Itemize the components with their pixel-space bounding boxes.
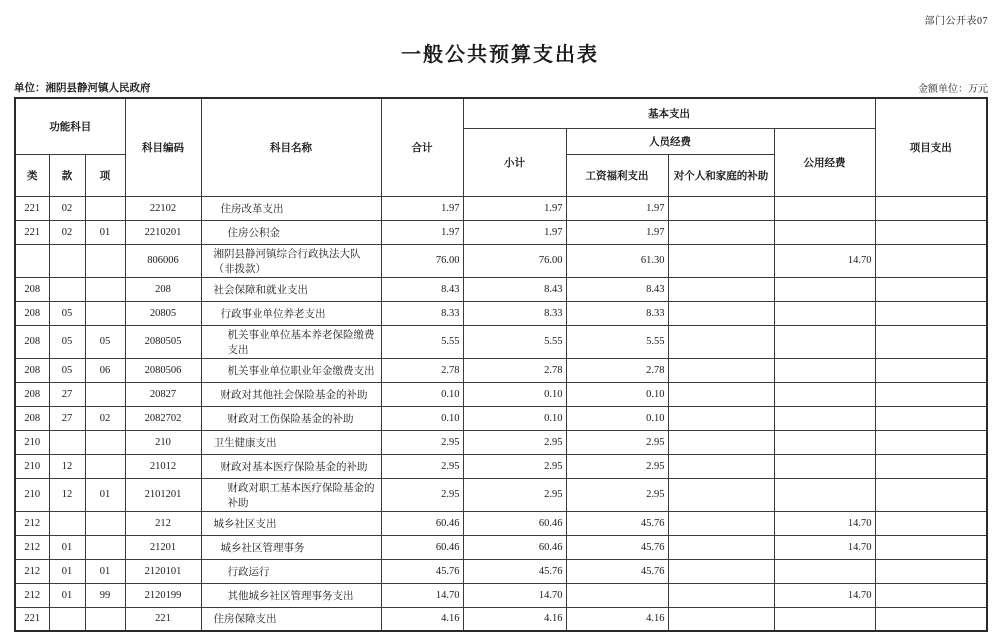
cell-individual-family-subsidy [668,535,774,559]
cell-category: 208 [15,301,49,325]
cell-category: 212 [15,583,49,607]
cell-subtotal: 4.16 [463,607,566,631]
cell-subtotal: 8.43 [463,277,566,301]
cell-individual-family-subsidy [668,511,774,535]
cell-category: 221 [15,196,49,220]
cell-individual-family-subsidy [668,406,774,430]
cell-project-expenditure [875,511,987,535]
cell-section [49,607,85,631]
cell-public-funds: 14.70 [774,583,875,607]
table-row [15,358,987,382]
cell-subtotal: 1.97 [463,196,566,220]
cell-subject-code: 210 [125,430,201,454]
header-individual-family-subsidy: 对个人和家庭的补助 [668,154,774,196]
cell-section: 02 [49,196,85,220]
cell-wage-welfare: 5.55 [566,325,668,358]
cell-project-expenditure [875,277,987,301]
cell-total: 14.70 [381,583,463,607]
table-row [15,454,987,478]
cell-total: 0.10 [381,406,463,430]
table-header [15,98,987,196]
cell-wage-welfare: 2.78 [566,358,668,382]
table-row [15,382,987,406]
cell-project-expenditure [875,454,987,478]
cell-public-funds [774,607,875,631]
table-row [15,301,987,325]
cell-project-expenditure [875,220,987,244]
header-subject-code: 科目编码 [125,98,201,196]
cell-subject-code: 20827 [125,382,201,406]
cell-total: 76.00 [381,244,463,277]
cell-subject-code: 2082702 [125,406,201,430]
cell-subject-code: 20805 [125,301,201,325]
cell-subject-name: 机关事业单位基本养老保险缴费支出 [201,325,381,358]
table-row [15,277,987,301]
cell-category: 212 [15,559,49,583]
cell-project-expenditure [875,535,987,559]
header-total: 合计 [381,98,463,196]
cell-item [85,511,125,535]
cell-public-funds: 14.70 [774,244,875,277]
budget-table [14,97,988,632]
cell-wage-welfare: 2.95 [566,478,668,511]
cell-subject-name: 财政对职工基本医疗保险基金的补助 [201,478,381,511]
cell-total: 8.33 [381,301,463,325]
cell-subject-name: 住房保障支出 [201,607,381,631]
cell-subject-code: 208 [125,277,201,301]
cell-category: 212 [15,535,49,559]
cell-subject-code: 212 [125,511,201,535]
cell-total: 2.78 [381,358,463,382]
cell-total: 8.43 [381,277,463,301]
cell-category: 208 [15,382,49,406]
cell-wage-welfare: 0.10 [566,406,668,430]
cell-project-expenditure [875,559,987,583]
cell-section: 05 [49,301,85,325]
page-title: 一般公共预算支出表 [401,44,599,66]
cell-individual-family-subsidy [668,325,774,358]
cell-subject-code: 2120199 [125,583,201,607]
cell-subject-name: 财政对工伤保险基金的补助 [201,406,381,430]
cell-public-funds [774,382,875,406]
cell-subtotal: 2.95 [463,430,566,454]
cell-subject-code: 221 [125,607,201,631]
cell-item: 05 [85,325,125,358]
cell-wage-welfare: 4.16 [566,607,668,631]
cell-subtotal: 5.55 [463,325,566,358]
table-row [15,220,987,244]
header-public-funds: 公用经费 [774,128,875,196]
cell-subject-name: 城乡社区支出 [201,511,381,535]
cell-subtotal: 0.10 [463,406,566,430]
cell-subtotal: 60.46 [463,511,566,535]
cell-total: 45.76 [381,559,463,583]
cell-subject-name: 住房改革支出 [201,196,381,220]
cell-project-expenditure [875,196,987,220]
cell-category: 208 [15,277,49,301]
cell-total: 1.97 [381,220,463,244]
cell-individual-family-subsidy [668,607,774,631]
cell-wage-welfare: 2.95 [566,454,668,478]
cell-public-funds [774,325,875,358]
cell-project-expenditure [875,607,987,631]
cell-total: 2.95 [381,478,463,511]
cell-category: 210 [15,454,49,478]
cell-category: 208 [15,406,49,430]
cell-individual-family-subsidy [668,382,774,406]
cell-subtotal: 0.10 [463,382,566,406]
cell-project-expenditure [875,325,987,358]
cell-category [15,244,49,277]
cell-item: 01 [85,559,125,583]
cell-item [85,535,125,559]
cell-section: 27 [49,382,85,406]
cell-subject-name: 城乡社区管理事务 [201,535,381,559]
cell-subject-name: 住房公积金 [201,220,381,244]
cell-subject-name: 卫生健康支出 [201,430,381,454]
cell-public-funds [774,454,875,478]
cell-section [49,430,85,454]
cell-category: 210 [15,478,49,511]
cell-public-funds [774,559,875,583]
cell-project-expenditure [875,244,987,277]
table-row [15,430,987,454]
header-subtotal: 小计 [463,128,566,196]
cell-item [85,244,125,277]
table-row [15,559,987,583]
cell-subject-code: 2210201 [125,220,201,244]
cell-subtotal: 76.00 [463,244,566,277]
table-row [15,196,987,220]
cell-individual-family-subsidy [668,430,774,454]
cell-project-expenditure [875,430,987,454]
cell-project-expenditure [875,382,987,406]
cell-item: 99 [85,583,125,607]
cell-section: 01 [49,583,85,607]
cell-subtotal: 8.33 [463,301,566,325]
header-wage-welfare: 工资福利支出 [566,154,668,196]
header-category: 类 [15,154,49,196]
cell-individual-family-subsidy [668,220,774,244]
table-row [15,511,987,535]
cell-subtotal: 1.97 [463,220,566,244]
cell-item [85,454,125,478]
cell-subject-name: 行政运行 [201,559,381,583]
cell-public-funds: 14.70 [774,511,875,535]
cell-item: 01 [85,478,125,511]
header-basic-expenditure: 基本支出 [463,98,875,128]
cell-individual-family-subsidy [668,559,774,583]
cell-subject-code: 21201 [125,535,201,559]
cell-subject-code: 21012 [125,454,201,478]
cell-project-expenditure [875,583,987,607]
cell-subject-name: 社会保障和就业支出 [201,277,381,301]
cell-section: 05 [49,358,85,382]
header-personnel-funds: 人员经费 [566,128,774,154]
cell-individual-family-subsidy [668,244,774,277]
cell-subject-code: 2080505 [125,325,201,358]
cell-section [49,511,85,535]
table-row [15,583,987,607]
cell-total: 60.46 [381,511,463,535]
cell-item [85,607,125,631]
cell-item [85,430,125,454]
cell-section: 27 [49,406,85,430]
cell-public-funds [774,406,875,430]
table-row [15,325,987,358]
cell-public-funds [774,430,875,454]
cell-subtotal: 2.95 [463,478,566,511]
cell-subject-code: 2101201 [125,478,201,511]
cell-subject-name: 机关事业单位职业年金缴费支出 [201,358,381,382]
table-row [15,535,987,559]
cell-wage-welfare: 8.33 [566,301,668,325]
cell-subject-code: 22102 [125,196,201,220]
cell-wage-welfare: 1.97 [566,220,668,244]
cell-section: 12 [49,478,85,511]
cell-individual-family-subsidy [668,358,774,382]
cell-wage-welfare: 61.30 [566,244,668,277]
header-functional-subject: 功能科目 [15,98,125,154]
header-section: 款 [49,154,85,196]
doc-number-label: 部门公开表07 [924,16,988,27]
cell-total: 2.95 [381,430,463,454]
cell-item [85,301,125,325]
cell-total: 2.95 [381,454,463,478]
cell-public-funds [774,277,875,301]
cell-section: 02 [49,220,85,244]
cell-project-expenditure [875,478,987,511]
cell-wage-welfare: 2.95 [566,430,668,454]
cell-total: 4.16 [381,607,463,631]
header-item: 项 [85,154,125,196]
cell-item [85,277,125,301]
cell-total: 60.46 [381,535,463,559]
cell-subject-name: 行政事业单位养老支出 [201,301,381,325]
cell-subject-code: 2120101 [125,559,201,583]
header-project-expenditure: 项目支出 [875,98,987,196]
cell-individual-family-subsidy [668,277,774,301]
cell-item [85,382,125,406]
cell-subtotal: 60.46 [463,535,566,559]
cell-wage-welfare: 45.76 [566,559,668,583]
cell-item: 01 [85,220,125,244]
cell-total: 0.10 [381,382,463,406]
cell-section [49,244,85,277]
cell-category: 212 [15,511,49,535]
cell-individual-family-subsidy [668,583,774,607]
cell-wage-welfare: 1.97 [566,196,668,220]
cell-wage-welfare: 45.76 [566,535,668,559]
cell-section: 01 [49,535,85,559]
cell-wage-welfare: 8.43 [566,277,668,301]
cell-subject-code: 2080506 [125,358,201,382]
cell-public-funds [774,358,875,382]
cell-subject-name: 其他城乡社区管理事务支出 [201,583,381,607]
cell-subtotal: 45.76 [463,559,566,583]
cell-wage-welfare [566,583,668,607]
cell-project-expenditure [875,301,987,325]
cell-subject-name: 湘阴县静河镇综合行政执法大队（非拨款） [201,244,381,277]
cell-category: 208 [15,358,49,382]
table-row [15,244,987,277]
cell-public-funds [774,220,875,244]
cell-section: 12 [49,454,85,478]
cell-individual-family-subsidy [668,454,774,478]
cell-category: 208 [15,325,49,358]
cell-section: 05 [49,325,85,358]
cell-individual-family-subsidy [668,478,774,511]
cell-project-expenditure [875,358,987,382]
cell-category: 221 [15,607,49,631]
unit-name-label: 单位：湘阴县静河镇人民政府 [14,83,151,94]
cell-total: 5.55 [381,325,463,358]
table-row [15,406,987,430]
table-row [15,607,987,631]
cell-category: 210 [15,430,49,454]
cell-subtotal: 2.95 [463,454,566,478]
cell-subtotal: 14.70 [463,583,566,607]
cell-section: 01 [49,559,85,583]
cell-wage-welfare: 45.76 [566,511,668,535]
cell-subject-code: 806006 [125,244,201,277]
cell-section [49,277,85,301]
cell-category: 221 [15,220,49,244]
amount-unit-label: 金额单位：万元 [918,84,988,95]
header-subject-name: 科目名称 [201,98,381,196]
cell-total: 1.97 [381,196,463,220]
meta-row [14,80,988,95]
cell-subject-name: 财政对基本医疗保险基金的补助 [201,454,381,478]
cell-item: 02 [85,406,125,430]
cell-item: 06 [85,358,125,382]
cell-public-funds [774,301,875,325]
cell-project-expenditure [875,406,987,430]
cell-individual-family-subsidy [668,301,774,325]
cell-public-funds [774,196,875,220]
cell-public-funds [774,478,875,511]
cell-wage-welfare: 0.10 [566,382,668,406]
cell-subject-name: 财政对其他社会保险基金的补助 [201,382,381,406]
cell-individual-family-subsidy [668,196,774,220]
cell-public-funds: 14.70 [774,535,875,559]
cell-item [85,196,125,220]
cell-subtotal: 2.78 [463,358,566,382]
table-row [15,478,987,511]
table-body [15,196,987,631]
